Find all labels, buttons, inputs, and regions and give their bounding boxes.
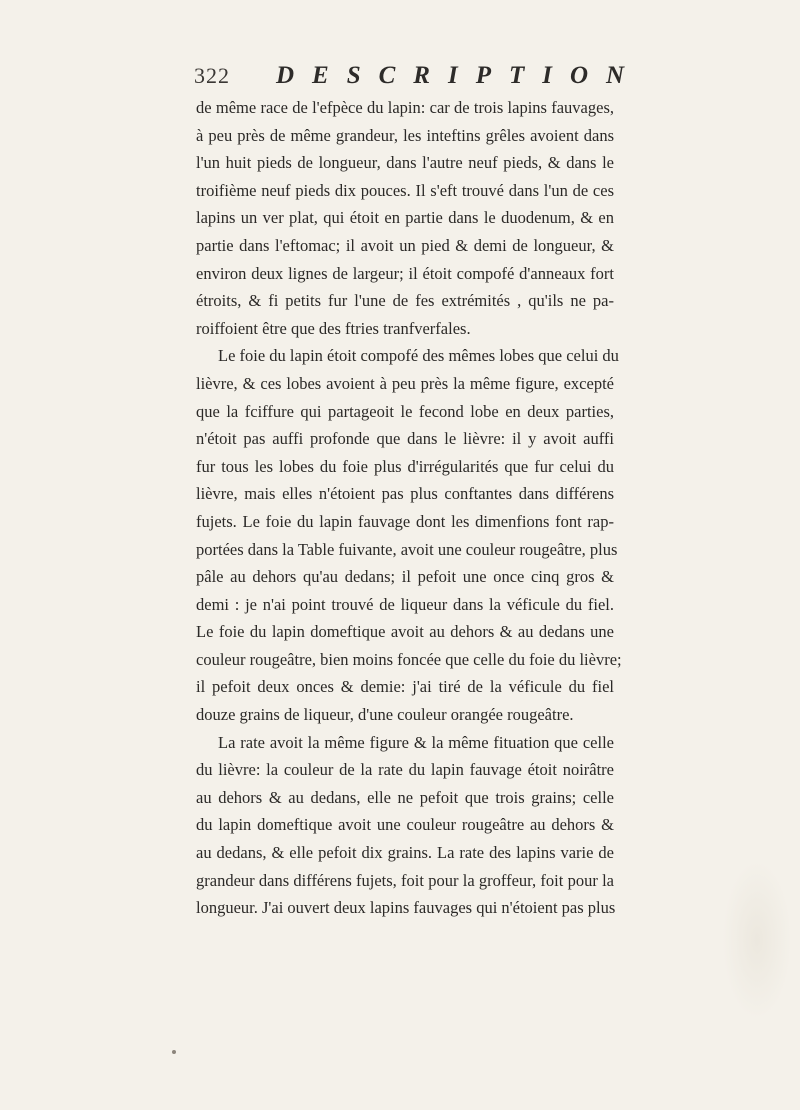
- text-line: lapins un ver plat, qui étoit en partie dans le duodenum, & en: [196, 208, 614, 228]
- page-header: [194, 62, 643, 94]
- text-line: portées dans la Table fuivante, avoit une couleur rougeâtre, plus: [196, 539, 618, 559]
- text-line: douze grains de liqueur, d'une couleur orangée rougeâtre.: [196, 705, 574, 725]
- text-line: fur tous les lobes du foie plus d'irrégularités que fur celui du: [196, 456, 614, 476]
- text-line: troifième neuf pieds dix pouces. Il s'eft trouvé dans l'un de ces: [196, 180, 614, 200]
- page-number: 322: [194, 63, 230, 88]
- body-text: [196, 94, 622, 922]
- paragraph-start-line: Le foie du lapin étoit compofé des mêmes lobes que celui du: [218, 346, 619, 366]
- text-line: partie dans l'eftomac; il avoit un pied & demi de longueur, &: [196, 235, 614, 255]
- text-line: lièvre, & ces lobes avoient à peu près la même figure, excepté: [196, 373, 614, 393]
- text-line: longueur. J'ai ouvert deux lapins fauvages qui n'étoient pas plus: [196, 898, 616, 918]
- text-line: au dedans, & elle pefoit dix grains. La rate des lapins varie de: [196, 843, 614, 863]
- text-line: environ deux lignes de largeur; il étoit compofé d'anneaux fort: [196, 263, 614, 283]
- text-line: lièvre, mais elles n'étoient pas plus conftantes dans différens: [196, 484, 614, 504]
- paper-stain: [722, 860, 792, 1020]
- text-line: à peu près de même grandeur, les inteftins grêles avoient dans: [196, 125, 614, 145]
- text-line: du lièvre: la couleur de la rate du lapin fauvage étoit noirâtre: [196, 760, 614, 780]
- text-line: roiffoient être que des ftries tranfverfales.: [196, 318, 471, 338]
- ink-speck: [172, 1050, 176, 1054]
- text-line: Le foie du lapin domeftique avoit au dehors & au dedans une: [196, 622, 614, 642]
- text-line: il pefoit deux onces & demie: j'ai tiré de la véficule du fiel: [196, 677, 614, 697]
- text-line: que la fciffure qui partageoit le fecond lobe en deux parties,: [196, 401, 614, 421]
- text-line: étroits, & fi petits fur l'une de fes extrémités , qu'ils ne pa-: [196, 291, 614, 311]
- text-line: demi : je n'ai point trouvé de liqueur dans la véficule du fiel.: [196, 594, 614, 614]
- text-line: au dehors & au dedans, elle ne pefoit que trois grains; celle: [196, 787, 614, 807]
- text-line: couleur rougeâtre, bien moins foncée que celle du foie du lièvre;: [196, 649, 622, 669]
- text-line: du lapin domeftique avoit une couleur rougeâtre au dehors &: [196, 815, 614, 835]
- paragraph-start-line: La rate avoit la même figure & la même fituation que celle: [218, 732, 614, 752]
- text-line: grandeur dans différens fujets, foit pour la groffeur, foit pour la: [196, 870, 614, 890]
- text-line: l'un huit pieds de longueur, dans l'autre neuf pieds, & dans le: [196, 153, 614, 173]
- running-title: DESCRIPTION: [276, 62, 643, 89]
- text-line: fujets. Le foie du lapin fauvage dont les dimenfions font rap-: [196, 511, 614, 531]
- text-line: n'étoit pas auffi profonde que dans le lièvre: il y avoit auffi: [196, 429, 614, 449]
- text-line: de même race de l'efpèce du lapin: car de trois lapins fauvages,: [196, 98, 614, 117]
- text-line: pâle au dehors qu'au dedans; il pefoit une once cinq gros &: [196, 567, 614, 587]
